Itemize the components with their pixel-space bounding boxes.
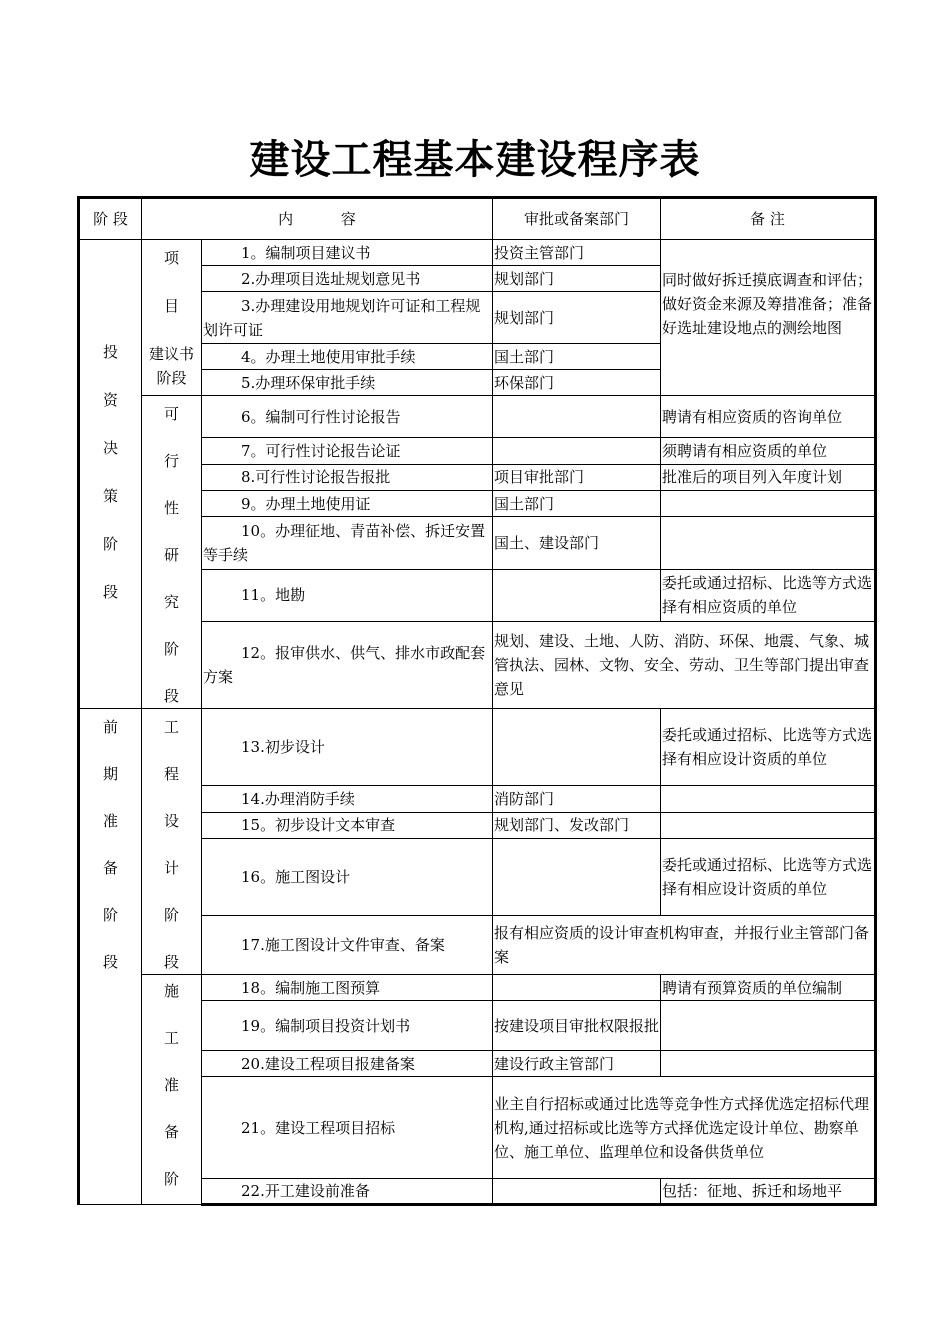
row-remark: 聘请有相应资质的咨询单位 — [661, 396, 876, 438]
row-dept-remark: 报有相应资质的设计审查机构审查，并报行业主管部门备案 — [493, 916, 876, 975]
row-remark — [661, 786, 876, 812]
row-content: 20.建设工程项目报建备案 — [202, 1051, 493, 1077]
row-content: 8.可行性讨论报告报批 — [202, 464, 493, 490]
row-remark: 须聘请有相应资质的单位 — [661, 438, 876, 464]
row-content: 22.开工建设前准备 — [202, 1179, 493, 1205]
row-content: 11。地勘 — [202, 569, 493, 622]
row-dept — [493, 438, 661, 464]
row-content: 5.办理环保审批手续 — [202, 370, 493, 396]
row-content: 14.办理消防手续 — [202, 786, 493, 812]
row-content: 9。办理土地使用证 — [202, 490, 493, 516]
header-stage: 阶 段 — [79, 198, 142, 240]
substage-feasibility: 可 行 性 研 究 阶 段 — [142, 396, 202, 709]
row-dept: 消防部门 — [493, 786, 661, 812]
row-dept — [493, 396, 661, 438]
row-remark: 委托或通过招标、比选等方式选择有相应资质的单位 — [661, 569, 876, 622]
row-remark — [661, 490, 876, 516]
row-remark: 委托或通过招标、比选等方式选择有相应设计资质的单位 — [661, 709, 876, 786]
header-content: 内 容 — [142, 198, 493, 240]
page-title: 建设工程基本建设程序表 — [249, 136, 701, 183]
row-content: 6。编制可行性讨论报告 — [202, 396, 493, 438]
row-content: 12。报审供水、供气、排水市政配套方案 — [202, 622, 493, 709]
row-content: 10。办理征地、青苗补偿、拆迁安置等手续 — [202, 517, 493, 570]
row-remark: 批准后的项目列入年度计划 — [661, 464, 876, 490]
row-dept: 建设行政主管部门 — [493, 1051, 661, 1077]
row-content: 19。编制项目投资计划书 — [202, 1001, 493, 1051]
row-dept: 规划部门 — [493, 266, 661, 292]
row-remark: 同时做好拆迁摸底调查和评估；做好资金来源及筹措准备；准备好选址建设地点的测绘地图 — [661, 240, 876, 396]
row-dept-remark: 规划、建设、土地、人防、消防、环保、地震、气象、城管执法、园林、文物、安全、劳动、卫生等部门提出审查意见 — [493, 622, 876, 709]
row-dept — [493, 838, 661, 915]
substage-construction-prep: 施 工 准 备 阶 — [142, 975, 202, 1205]
procedure-table — [77, 196, 877, 1206]
row-dept: 规划部门、发改部门 — [493, 812, 661, 838]
stage-preparation: 前 期 准 备 阶 段 — [79, 709, 142, 1205]
header-remark: 备 注 — [661, 198, 876, 240]
substage-proposal: 项 目 建议书 阶段 — [142, 240, 202, 396]
row-dept: 项目审批部门 — [493, 464, 661, 490]
row-dept: 规划部门 — [493, 292, 661, 344]
row-content: 15。初步设计文本审查 — [202, 812, 493, 838]
row-content: 2.办理项目选址规划意见书 — [202, 266, 493, 292]
row-remark — [661, 1001, 876, 1051]
row-remark — [661, 812, 876, 838]
row-remark: 委托或通过招标、比选等方式选择有相应设计资质的单位 — [661, 838, 876, 915]
row-content: 21。建设工程项目招标 — [202, 1077, 493, 1179]
row-dept: 国土、建设部门 — [493, 517, 661, 570]
substage-design: 工 程 设 计 阶 段 — [142, 709, 202, 975]
row-dept — [493, 975, 661, 1001]
row-content: 13.初步设计 — [202, 709, 493, 786]
row-dept: 国土部门 — [493, 490, 661, 516]
row-dept: 按建设项目审批权限报批 — [493, 1001, 661, 1051]
row-content: 16。施工图设计 — [202, 838, 493, 915]
stage-investment-decision: 投 资 决 策 阶 段 — [79, 240, 142, 709]
row-content: 4。办理土地使用审批手续 — [202, 344, 493, 370]
header-dept: 审批或备案部门 — [493, 198, 661, 240]
row-dept-remark: 业主自行招标或通过比选等竞争性方式择优选定招标代理机构,通过招标或比选等方式择优选定设计单位、勘察单位、施工单位、监理单位和设备供货单位 — [493, 1077, 876, 1179]
row-dept: 国土部门 — [493, 344, 661, 370]
row-dept: 投资主管部门 — [493, 240, 661, 266]
row-content: 3.办理建设用地规划许可证和工程规划许可证 — [202, 292, 493, 344]
row-content: 7。可行性讨论报告论证 — [202, 438, 493, 464]
row-remark — [661, 517, 876, 570]
row-dept — [493, 709, 661, 786]
row-content: 17.施工图设计文件审查、备案 — [202, 916, 493, 975]
row-content: 1。编制项目建议书 — [202, 240, 493, 266]
row-remark — [661, 1051, 876, 1077]
row-content: 18。编制施工图预算 — [202, 975, 493, 1001]
row-remark: 聘请有预算资质的单位编制 — [661, 975, 876, 1001]
row-dept: 环保部门 — [493, 370, 661, 396]
row-remark: 包括：征地、拆迁和场地平 — [661, 1179, 876, 1205]
row-dept — [493, 1179, 661, 1205]
row-dept — [493, 569, 661, 622]
